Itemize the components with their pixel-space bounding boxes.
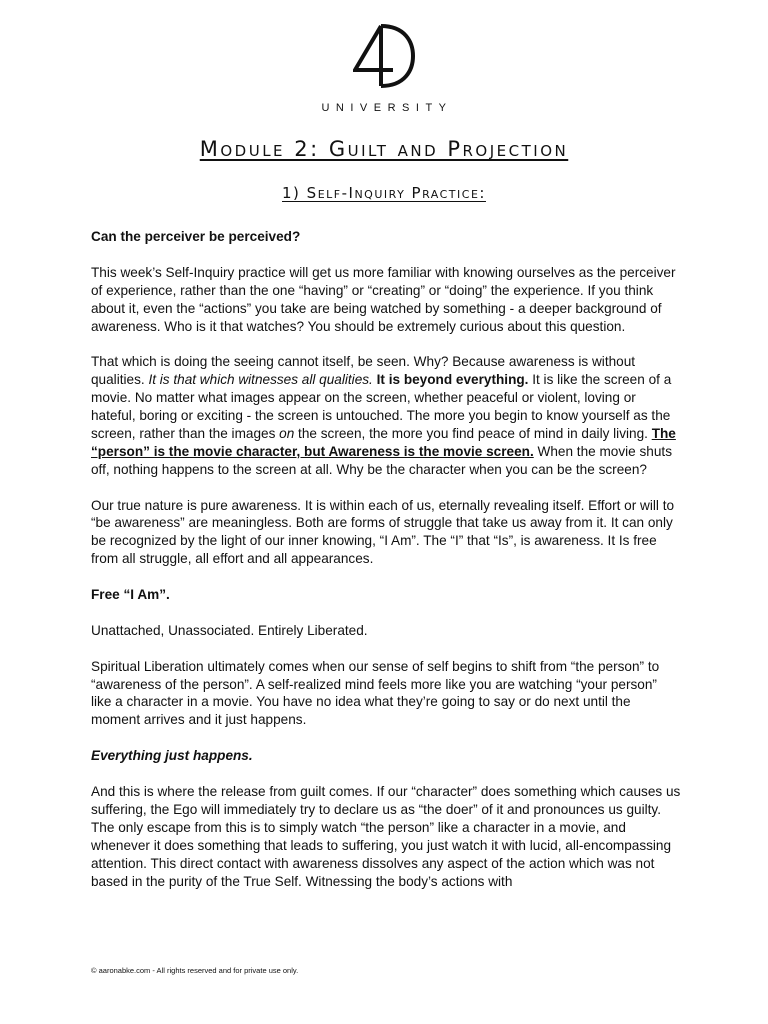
paragraph-3: Our true nature is pure awareness. It is within each of us, eternally revealing itself. Effort or will to “be awareness” are meaningless. Both are forms of struggle that take us away from it. It can only be recognized by the light of our inner knowing, “I Am”. The “I” that “Is”, is awareness. It Is free from all struggle, all effort and all appearances. <box>91 497 675 567</box>
footer-copyright: © aaronabke.com - All rights reserved and for private use only. <box>91 966 299 975</box>
p2-bold-underline: The “person” is the movie character, but Awareness is the movie screen. <box>91 425 676 459</box>
free-i-am-heading: Free “I Am”. <box>91 587 170 603</box>
everything-heading: Everything just happens. <box>91 748 253 764</box>
body-content <box>91 228 681 908</box>
logo <box>0 24 768 114</box>
p2-text-4: When the movie shuts off, nothing happens to the screen at all. Why be the character when you can be the screen? <box>91 443 673 477</box>
section-title: 1) Self-Inquiry Practice: <box>282 184 486 202</box>
p2-text: That which is doing the seeing cannot itself, be seen. Why? Because awareness is without qualities. <box>91 354 636 388</box>
paragraph-5: Spiritual Liberation ultimately comes when our sense of self begins to shift from “the person” to “awareness of the person”. A self-realized mind feels more like you are watching “your person” like a character in a movie. You have no idea what they’re going to say or do next until the moment arrives and it just happens. <box>91 658 660 728</box>
paragraph-6: And this is where the release from guilt comes. If our “character” does something which causes us suffering, the Ego will immediately try to declare us as “the doer” of it and pronounces us guilty. The only escape from this is to simply watch “the person” like a character in a movie, and whenever it does something that leads to suffering, you just watch it with lucid, all-encompassing attention. This direct contact with awareness dissolves any aspect of the action which was not based in the purity of the True Self. Witnessing the body’s actions with <box>91 783 681 889</box>
question-heading: Can the perceiver be perceived? <box>91 229 301 244</box>
p2-bold: It is beyond everything. <box>376 372 529 388</box>
p2-text-2: It is like the screen of a movie. No matter what images appear on the screen, whether peaceful or violent, loving or hateful, boring or exciting - the screen is untouched. The more you begin to know yourself as the screen, rather than the images <box>91 372 672 441</box>
p2-italic: It is that which witnesses all qualities. <box>148 372 373 388</box>
logo-subtitle: UNIVERSITY <box>321 102 453 114</box>
4d-logo-mark <box>353 24 415 88</box>
paragraph-1: This week’s Self-Inquiry practice will get us more familiar with knowing ourselves as the perceiver of experience, rather than the one “having” or “creating” or “doing” the experience. If you think about it, even the “actions” you take are being watched by something - a deeper background of awareness. Who is it that watches? You should be extremely curious about this question. <box>91 264 676 334</box>
p2-italic-on: on <box>279 425 295 441</box>
p2-text-3: the screen, the more you find peace of mind in daily living. <box>294 425 652 441</box>
module-title: Module 2: Guilt and Projection <box>199 137 569 161</box>
paragraph-2 <box>91 353 681 478</box>
paragraph-4: Unattached, Unassociated. Entirely Liberated. <box>91 622 368 638</box>
